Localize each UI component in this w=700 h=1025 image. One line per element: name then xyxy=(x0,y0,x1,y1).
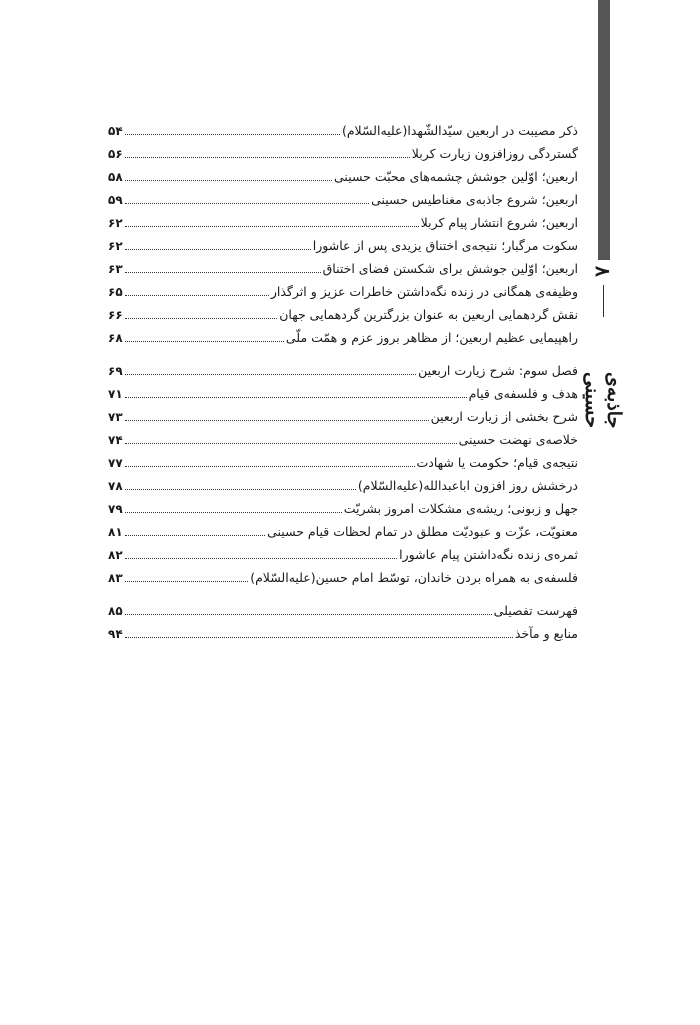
toc-entry-title: اربعین؛ اوّلین جوشش برای شکستن فضای اختناق xyxy=(322,261,578,276)
toc-entry-title: اربعین؛ شروع انتشار پیام کربلا xyxy=(420,215,578,230)
toc-entry-title: ذکر مصیبت در اربعین سیّدالشّهدا(علیه‌السّلام) xyxy=(341,123,578,138)
toc-entry-title: نقش گردهمایی اربعین به عنوان بزرگترین گردهمایی جهان xyxy=(279,307,578,322)
toc-entry-title: شرح بخشی از زیارت اربعین xyxy=(430,409,578,424)
toc-entry[interactable] xyxy=(108,162,578,185)
dot-leader xyxy=(125,614,492,615)
dot-leader xyxy=(125,558,397,559)
toc-entry[interactable] xyxy=(108,402,578,425)
toc-entry[interactable] xyxy=(108,231,578,254)
toc-group xyxy=(108,596,578,642)
toc-entry[interactable] xyxy=(108,494,578,517)
toc-entry-page: ۶۲ xyxy=(108,216,123,230)
toc-entry[interactable] xyxy=(108,448,578,471)
dot-leader xyxy=(125,318,278,319)
toc-entry[interactable] xyxy=(108,139,578,162)
dot-leader xyxy=(125,443,457,444)
dot-leader xyxy=(125,134,340,135)
toc-entry-page: ۸۵ xyxy=(108,604,123,618)
toc-entry-page: ۷۷ xyxy=(108,456,123,470)
toc-entry-page: ۶۶ xyxy=(108,308,123,322)
toc-entry[interactable] xyxy=(108,596,578,619)
toc-entry-page: ۷۹ xyxy=(108,502,123,516)
dot-leader xyxy=(125,249,311,250)
toc-entry-page: ۷۴ xyxy=(108,433,123,447)
toc-entry-page: ۵۶ xyxy=(108,147,123,161)
toc-entry-page: ۵۹ xyxy=(108,193,123,207)
toc-entry-page: ۵۸ xyxy=(108,170,123,184)
dot-leader xyxy=(125,512,342,513)
dot-leader xyxy=(125,295,269,296)
dot-leader xyxy=(125,535,265,536)
side-tab-bar xyxy=(598,0,610,260)
toc-entry[interactable] xyxy=(108,185,578,208)
toc-entry-title: اربعین؛ شروع جاذبه‌ی مغناطیس حسینی xyxy=(371,192,578,207)
dot-leader xyxy=(125,374,416,375)
toc-entry-title: منابع و مآخذ xyxy=(514,626,578,641)
toc-entry-page: ۷۳ xyxy=(108,410,123,424)
toc-entry-title: گستردگی روزافزون زیارت کربلا xyxy=(411,146,578,161)
table-of-contents xyxy=(108,116,578,652)
toc-entry-page: ۶۹ xyxy=(108,364,123,378)
dot-leader xyxy=(125,226,419,227)
toc-group xyxy=(108,356,578,586)
toc-entry-title: درخشش روز افزون اباعبدالله(علیه‌السّلام) xyxy=(357,478,578,493)
dot-leader xyxy=(125,272,321,273)
toc-entry[interactable] xyxy=(108,300,578,323)
toc-entry[interactable] xyxy=(108,540,578,563)
toc-entry-title: ثمره‌ی زنده نگه‌داشتن پیام عاشورا xyxy=(399,547,578,562)
toc-entry[interactable] xyxy=(108,208,578,231)
dot-leader xyxy=(125,581,249,582)
toc-entry[interactable] xyxy=(108,379,578,402)
toc-entry-title: خلاصه‌ی نهضت حسینی xyxy=(458,432,578,447)
toc-entry[interactable] xyxy=(108,425,578,448)
dot-leader xyxy=(125,203,369,204)
toc-entry-title: معنویّت، عزّت و عبودیّت مطلق در تمام لحظات قیام حسینی xyxy=(267,524,578,539)
toc-entry-page: ۸۳ xyxy=(108,571,123,585)
toc-entry-page: ۶۳ xyxy=(108,262,123,276)
toc-entry[interactable] xyxy=(108,356,578,379)
dot-leader xyxy=(125,420,429,421)
dot-leader xyxy=(125,466,415,467)
toc-entry-title: نتیجه‌ی قیام؛ حکومت یا شهادت xyxy=(416,455,578,470)
dot-leader xyxy=(125,489,356,490)
toc-entry-title: فلسفه‌ی به همراه بردن خاندان، توسّط امام حسین(علیه‌السّلام) xyxy=(250,570,578,585)
dot-leader xyxy=(125,397,467,398)
toc-entry-page: ۸۱ xyxy=(108,525,123,539)
toc-entry-title: سکوت مرگبار؛ نتیجه‌ی اختناق یزیدی پس از عاشورا xyxy=(312,238,578,253)
toc-entry-page: ۶۵ xyxy=(108,285,123,299)
toc-entry[interactable] xyxy=(108,323,578,346)
toc-entry-page: ۶۸ xyxy=(108,331,123,345)
dot-leader xyxy=(125,180,332,181)
toc-entry[interactable] xyxy=(108,619,578,642)
dot-leader xyxy=(125,157,410,158)
toc-entry-page: ۷۱ xyxy=(108,387,123,401)
toc-entry-page: ۶۲ xyxy=(108,239,123,253)
toc-entry[interactable] xyxy=(108,471,578,494)
dot-leader xyxy=(125,637,513,638)
toc-entry-title: جهل و زبونی؛ ریشه‌ی مشکلات امروز بشریّت xyxy=(343,501,578,516)
toc-entry-title: راهپیمایی عظیم اربعین؛ از مظاهر بروز عزم و همّت ملّی xyxy=(285,330,578,345)
toc-entry-page: ۷۸ xyxy=(108,479,123,493)
running-header xyxy=(583,262,623,432)
header-rule xyxy=(603,285,604,318)
toc-group xyxy=(108,116,578,346)
toc-entry-title: هدف و فلسفه‌ی قیام xyxy=(468,386,578,401)
toc-entry-title: فهرست تفصیلی xyxy=(493,603,578,618)
page-number: ۸ xyxy=(591,266,615,277)
toc-entry[interactable] xyxy=(108,254,578,277)
book-title: جاذبه‌ی حسینی xyxy=(581,371,625,428)
toc-entry[interactable] xyxy=(108,277,578,300)
dot-leader xyxy=(125,341,284,342)
toc-entry-page: ۹۴ xyxy=(108,627,123,641)
toc-entry-page: ۵۴ xyxy=(108,124,123,138)
toc-entry-page: ۸۲ xyxy=(108,548,123,562)
toc-entry-title: فصل سوم: شرح زیارت اربعین xyxy=(418,363,578,378)
toc-entry[interactable] xyxy=(108,517,578,540)
toc-entry-title: وظیفه‌ی همگانی در زنده نگه‌داشتن خاطرات عزیز و اثرگذار xyxy=(270,284,578,299)
toc-entry-title: اربعین؛ اوّلین جوشش چشمه‌های محبّت حسینی xyxy=(334,169,578,184)
toc-entry[interactable] xyxy=(108,116,578,139)
toc-entry[interactable] xyxy=(108,563,578,586)
